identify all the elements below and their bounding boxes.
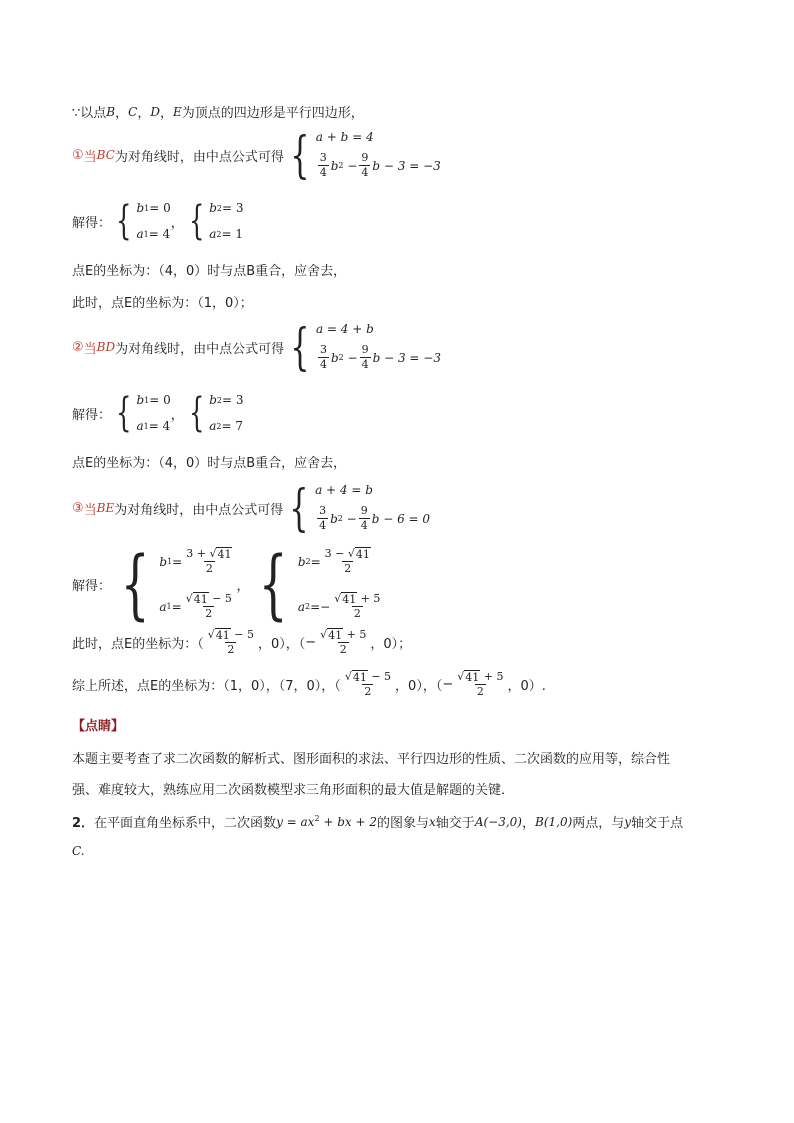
sub: 1 xyxy=(144,203,150,213)
brace-glyph: { xyxy=(120,539,150,628)
row xyxy=(209,201,243,215)
frac-num: 3 xyxy=(319,151,327,164)
radicand: 41 xyxy=(328,629,343,642)
rows xyxy=(315,483,430,533)
intro-line xyxy=(72,102,364,121)
frac-num xyxy=(455,670,505,684)
frac xyxy=(360,343,371,372)
val: = 1 xyxy=(221,227,243,241)
solution-label: 解得： xyxy=(72,407,112,423)
frac-num: 3 xyxy=(319,504,327,517)
sqrt xyxy=(345,670,368,684)
summary-line xyxy=(72,670,546,699)
brace-glyph: { xyxy=(116,390,132,436)
rows xyxy=(136,201,170,241)
frac-den: 2 xyxy=(227,643,235,656)
case2-line xyxy=(72,318,441,376)
case1-solution xyxy=(72,198,244,244)
var: b xyxy=(209,393,217,407)
frac-num xyxy=(184,592,234,606)
problem2-line-2 xyxy=(72,844,85,858)
frac xyxy=(317,504,328,533)
case2-eq1: a = 4 + b xyxy=(315,322,374,336)
frac-den: 4 xyxy=(319,166,327,179)
rows xyxy=(159,547,236,621)
case1-number: ① xyxy=(72,147,84,163)
frac-den: 4 xyxy=(360,519,368,532)
row xyxy=(209,227,243,241)
frac-den: 2 xyxy=(476,685,484,698)
val: = 3 xyxy=(222,201,244,215)
brace-glyph: { xyxy=(116,198,132,244)
problem-number: 2． xyxy=(72,816,95,831)
dianjing-body-1 xyxy=(72,748,670,767)
frac-den: 2 xyxy=(364,685,372,698)
case1-sol1 xyxy=(111,198,171,244)
row xyxy=(136,227,170,241)
sq: 2 xyxy=(338,161,344,170)
radicand: 41 xyxy=(215,629,230,642)
func-rest: + bx + 2 xyxy=(319,815,377,829)
case2-solution xyxy=(72,390,244,436)
sep: ， xyxy=(159,106,173,121)
frac-num: 9 xyxy=(361,151,369,164)
case3-number: ③ xyxy=(72,500,84,516)
sep: ， xyxy=(115,106,129,121)
case1-eq1: a + b = 4 xyxy=(315,130,374,144)
problem-text: 轴交于 xyxy=(435,816,475,831)
num-post: − 5 xyxy=(208,592,232,605)
equals: = xyxy=(310,554,321,569)
dianjing-body-2 xyxy=(72,779,514,798)
section-title: 【点睛】 xyxy=(72,719,125,734)
val: = 7 xyxy=(221,419,243,433)
case3-sol1 xyxy=(111,539,236,628)
case1-result-2 xyxy=(72,292,253,311)
sub: 1 xyxy=(144,395,150,405)
rows xyxy=(316,322,441,372)
frac-den: 4 xyxy=(361,358,369,371)
case1-eq2: $\frac{3}{4}$ b 2 − $\frac{9}{4}$ b − 3 = −3 xyxy=(319,151,441,179)
case3-diagonal: BE xyxy=(96,501,115,515)
point-c: C xyxy=(128,104,138,119)
sep: ， xyxy=(521,816,535,831)
sub: 1 xyxy=(167,557,173,566)
case3-post: 为对角线时，由中点公式可得 xyxy=(114,502,284,518)
frac-num xyxy=(332,592,382,606)
frac xyxy=(343,670,393,699)
case3-system xyxy=(283,479,431,537)
frac-num xyxy=(318,628,368,642)
frac-den: 2 xyxy=(353,607,361,620)
body-text: 强、难度较大，熟练应用二次函数模型求三角形面积的最大值是解题的关键． xyxy=(72,783,515,798)
num-post: + 5 xyxy=(343,628,367,641)
sub: 1 xyxy=(166,602,172,611)
brace-glyph: { xyxy=(188,198,205,244)
frac xyxy=(184,592,234,621)
num-post: + 5 xyxy=(357,592,381,605)
point-c: C. xyxy=(72,844,85,858)
frac-num xyxy=(206,628,256,642)
frac xyxy=(332,592,382,621)
case1-line xyxy=(72,126,441,184)
frac-num xyxy=(184,547,234,561)
result-text: 此时，点E的坐标为：（1，0）； xyxy=(72,296,253,311)
radicand: 41 xyxy=(217,548,232,561)
num-pre: 3 − xyxy=(324,547,348,560)
sqrt xyxy=(208,628,231,642)
brace-glyph: { xyxy=(290,318,310,376)
val: = 4 xyxy=(148,419,171,433)
rows xyxy=(298,547,385,621)
frac xyxy=(206,628,256,657)
sub: 2 xyxy=(305,557,311,566)
solution-label: 解得： xyxy=(72,215,112,231)
equals: = xyxy=(310,599,321,614)
intro-text-2: 为顶点的四边形是平行四边形， xyxy=(181,106,364,121)
frac-num xyxy=(323,547,373,561)
num-post: − 5 xyxy=(230,628,254,641)
neg-sign: − xyxy=(442,677,454,692)
case2-result xyxy=(72,452,346,471)
frac-den: 4 xyxy=(361,166,369,179)
sqrt-sign: √ xyxy=(209,547,217,560)
sqrt xyxy=(334,592,357,606)
row xyxy=(298,547,385,576)
frac xyxy=(318,628,368,657)
case3-result xyxy=(72,628,411,657)
sub: 2 xyxy=(304,602,311,611)
var: a xyxy=(297,599,305,614)
point-d: D xyxy=(150,104,160,119)
var: b xyxy=(209,201,217,215)
case1-rows xyxy=(316,130,441,180)
sqrt xyxy=(209,547,232,561)
var: b xyxy=(297,554,306,569)
case2-pre: 当 xyxy=(83,341,97,357)
y-var: y xyxy=(624,814,632,829)
result-mid: ，0），（ xyxy=(257,637,306,652)
brace-glyph: { xyxy=(290,126,310,184)
case1-post: 为对角线时，由中点公式可得 xyxy=(114,149,284,165)
brace-glyph: { xyxy=(289,479,309,537)
row xyxy=(209,393,243,407)
var: a xyxy=(136,227,144,241)
frac xyxy=(359,504,370,533)
case3-line xyxy=(72,479,431,537)
summary-pre: 综上所述，点E的坐标为：（1，0），（7，0），（ xyxy=(72,679,341,694)
case1-pre: 当 xyxy=(83,149,97,165)
frac-den: 2 xyxy=(205,607,213,620)
num-pre: 3 + xyxy=(186,547,210,560)
case2-number: ② xyxy=(72,339,84,355)
result-text: 点E的坐标为：（4，0）时与点B重合，应舍去， xyxy=(72,264,347,279)
sep: ， xyxy=(137,106,151,121)
row xyxy=(209,419,243,433)
frac xyxy=(318,151,329,180)
solution-label: 解得： xyxy=(72,578,112,594)
radicand: 41 xyxy=(465,671,480,684)
result-text: 点E的坐标为：（4，0）时与点B重合，应舍去， xyxy=(72,456,347,471)
case3-sol2 xyxy=(249,539,384,628)
frac-num: 3 xyxy=(319,343,327,356)
frac xyxy=(359,151,370,180)
rows xyxy=(136,393,170,433)
frac xyxy=(318,343,329,372)
frac-den: 2 xyxy=(344,562,352,575)
num-post: − 5 xyxy=(367,670,392,683)
comma: ， xyxy=(170,215,184,231)
point-e: E xyxy=(172,104,182,119)
problem-text: 的图象与 xyxy=(377,816,430,831)
case1-result-1 xyxy=(72,260,346,279)
neg-sign: − xyxy=(320,599,331,614)
val: = 0 xyxy=(149,201,171,215)
var: b xyxy=(136,393,145,407)
problem-text: 两点，与 xyxy=(572,816,625,831)
eq-rest: b − 3 = −3 xyxy=(372,350,441,365)
frac-den: 4 xyxy=(319,358,327,371)
frac-num xyxy=(343,670,393,684)
case3-pre: 当 xyxy=(83,502,97,518)
sub: 1 xyxy=(143,229,149,239)
frac xyxy=(323,547,373,576)
var: b xyxy=(159,554,168,569)
brace-glyph: { xyxy=(259,539,289,628)
sqrt-sign: √ xyxy=(185,592,193,605)
x-var: x xyxy=(429,814,436,829)
case2-post: 为对角线时，由中点公式可得 xyxy=(115,341,285,357)
case3-eq1: a + 4 = b xyxy=(315,483,373,497)
val: = 4 xyxy=(148,227,171,241)
num-post: + 5 xyxy=(480,670,504,683)
point-b: B xyxy=(106,104,116,119)
val: = 0 xyxy=(149,393,171,407)
sub: 2 xyxy=(216,421,222,431)
row xyxy=(159,547,236,576)
eq-rest: b − 6 = 0 xyxy=(371,511,431,526)
equals: = xyxy=(172,554,183,569)
sub: 2 xyxy=(216,203,223,213)
equals: = xyxy=(171,599,182,614)
var: b xyxy=(136,201,145,215)
sqrt xyxy=(457,670,480,684)
sqrt xyxy=(348,547,371,561)
sub: 1 xyxy=(143,421,149,431)
case2-sol2 xyxy=(184,390,244,436)
sub: 2 xyxy=(216,395,223,405)
radicand: 41 xyxy=(355,548,370,561)
case1-sol2 xyxy=(184,198,244,244)
point-b: B(1,0) xyxy=(535,814,573,829)
sqrt xyxy=(320,628,343,642)
radicand: 41 xyxy=(193,593,208,606)
frac xyxy=(184,547,234,576)
dianjing-title xyxy=(72,715,124,734)
body-text: 本题主要考查了求二次函数的解析式、图形面积的求法、平行四边形的性质、二次函数的应用等，综合性 xyxy=(72,752,671,767)
row xyxy=(136,201,170,215)
frac-den: 4 xyxy=(319,519,327,532)
case1-diagonal: BC xyxy=(96,148,115,162)
var: a xyxy=(159,599,167,614)
radicand: 41 xyxy=(342,593,357,606)
comma: ， xyxy=(170,407,184,423)
eq-rest: b − 3 = −3 xyxy=(372,158,441,173)
problem-text: 轴交于点 xyxy=(631,816,684,831)
sq: 2 xyxy=(338,353,344,362)
sqrt-sign: √ xyxy=(457,670,465,683)
frac xyxy=(455,670,505,699)
rows xyxy=(209,201,243,241)
summary-end: ，0）. xyxy=(507,679,546,694)
var: a xyxy=(209,419,217,433)
neg-sign: − xyxy=(305,635,317,650)
sqrt-sign: √ xyxy=(207,628,215,641)
sq: 2 xyxy=(337,514,343,523)
var: b xyxy=(330,511,338,526)
case2-system xyxy=(284,318,441,376)
summary-mid: ，0），（ xyxy=(395,679,443,694)
case3-eq2: $\frac{3}{4}$ b 2 − $\frac{9}{4}$ b − 6 = 0 xyxy=(319,504,431,532)
frac-den: 2 xyxy=(205,562,213,575)
case2-diagonal: BD xyxy=(96,340,116,354)
func: y = ax xyxy=(276,815,315,829)
row xyxy=(159,592,236,621)
frac-num: 9 xyxy=(360,504,368,517)
var: b xyxy=(330,350,339,365)
sqrt xyxy=(186,592,209,606)
result-pre: 此时，点E的坐标为：（ xyxy=(72,637,204,652)
brace-glyph: { xyxy=(188,390,205,436)
row xyxy=(136,419,170,433)
problem-text: 在平面直角坐标系中，二次函数 xyxy=(94,816,277,831)
row xyxy=(136,393,170,407)
var: a xyxy=(209,227,217,241)
comma: ， xyxy=(236,578,250,594)
sqrt-sign: √ xyxy=(347,547,355,560)
result-end: ，0）； xyxy=(370,637,412,652)
sq: 2 xyxy=(314,814,320,823)
radicand: 41 xyxy=(352,671,367,684)
var: b xyxy=(330,158,339,173)
rows xyxy=(209,393,243,433)
intro-text-1: ∵以点 xyxy=(72,106,107,121)
case1-system xyxy=(284,126,441,184)
problem2-line-1 xyxy=(72,812,683,831)
case2-eq2: $\frac{3}{4}$ b 2 − $\frac{9}{4}$ b − 3 = −3 xyxy=(319,343,441,371)
sub: 2 xyxy=(216,229,222,239)
val: = 3 xyxy=(222,393,244,407)
sqrt-sign: √ xyxy=(320,628,328,641)
point-a: A(−3,0) xyxy=(474,814,522,829)
sqrt-sign: √ xyxy=(344,670,352,683)
var: a xyxy=(136,419,144,433)
row xyxy=(298,592,385,621)
frac-den: 2 xyxy=(339,643,347,656)
function-expr xyxy=(276,814,377,829)
case2-sol1 xyxy=(111,390,171,436)
case3-solution xyxy=(72,539,384,628)
sqrt-sign: √ xyxy=(334,592,342,605)
frac-num: 9 xyxy=(361,343,369,356)
